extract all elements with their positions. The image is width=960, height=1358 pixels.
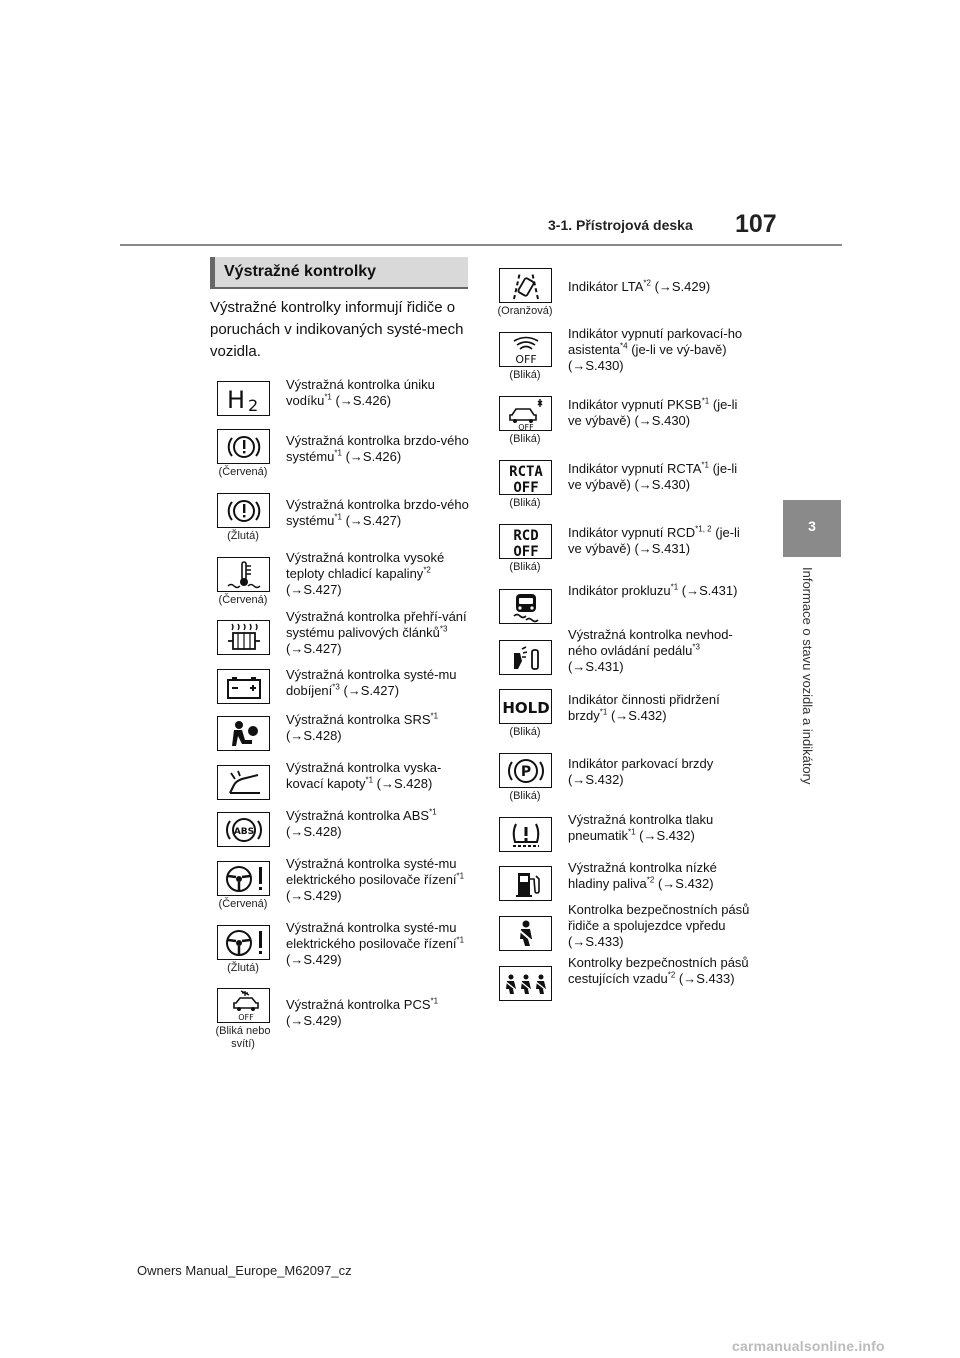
icon-caption: (Bliká)	[509, 726, 541, 738]
item-description: Výstražná kontrolka SRS$^{*1}$ (→S.428)	[286, 711, 439, 743]
seatbelt-rear-icon	[499, 966, 552, 1001]
item-description: Indikátor vypnutí parkovací-ho asistenta$^{*4}$ (je-li ve vý-bavě) (→S.430)	[568, 326, 743, 373]
item-description: Výstražná kontrolka PCS$^{*1}$ (→S.429)	[286, 996, 439, 1028]
icon-caption: (Bliká)	[509, 790, 541, 802]
item-description: Výstražná kontrolka systé-mu dobíjení$^{*3}$ (→S.427)	[286, 667, 457, 698]
fuel-cell-overheat-icon	[217, 620, 270, 655]
item-description: Výstražná kontrolka ABS$^{*1}$ (→S.428)	[286, 807, 437, 839]
svg-text:RCD: RCD	[512, 527, 539, 544]
seatbelt-front-icon	[499, 916, 552, 951]
coolant-temperature-icon	[217, 557, 270, 592]
svg-text:2: 2	[247, 395, 258, 414]
icon-caption: (Oranžová)	[497, 305, 553, 317]
item-description: Kontrolky bezpečnostních pásů cestujících vzadu$^{*2}$ (→S.433)	[568, 955, 749, 986]
item-description: Výstražná kontrolka brzdo-vého systému$^{*1}$ (→S.427)	[286, 497, 469, 528]
parking-assist-off-icon	[499, 332, 552, 367]
item-description: Indikátor vypnutí RCTA$^{*1}$ (je-li ve výbavě) (→S.430)	[568, 460, 738, 492]
svg-text:HOLD: HOLD	[501, 698, 550, 717]
item-description: Výstražná kontrolka vyska-kovací kapoty$^{*1}$ (→S.428)	[286, 760, 442, 791]
item-description: Výstražná kontrolka systé-mu elektrického posilovače řízení$^{*1}$ (→S.429)	[286, 920, 465, 967]
svg-text:OFF: OFF	[514, 352, 537, 366]
item-description: Indikátor vypnutí PKSB$^{*1}$ (je-li ve výbavě) (→S.430)	[568, 396, 738, 428]
item-description: Výstražná kontrolka vysoké teploty chladicí kapaliny$^{*2}$ (→S.427)	[286, 550, 445, 597]
brake-hold-icon	[499, 689, 552, 724]
svg-text:RCTA: RCTA	[508, 463, 543, 480]
battery-charging-icon	[217, 669, 270, 704]
item-description: Indikátor činnosti přidržení brzdy$^{*1}$ (→S.432)	[568, 692, 720, 723]
icon-caption: (Bliká)	[509, 369, 541, 381]
hydrogen-leak-icon	[217, 381, 270, 416]
icon-caption: (Červená)	[218, 594, 268, 606]
brake-system-icon	[217, 429, 270, 464]
lta-icon	[499, 268, 552, 303]
item-description: Indikátor parkovací brzdy (→S.432)	[568, 756, 714, 787]
svg-text:OFF: OFF	[512, 543, 539, 559]
svg-text:OFF: OFF	[512, 479, 539, 495]
brake-system-icon	[217, 493, 270, 528]
pop-up-hood-icon	[217, 765, 270, 800]
svg-text:P: P	[520, 763, 531, 780]
srs-airbag-icon	[217, 716, 270, 751]
svg-text:ABS: ABS	[233, 826, 254, 837]
footer-manual-id: Owners Manual_Europe_M62097_cz	[137, 1263, 352, 1278]
power-steering-icon	[217, 925, 270, 960]
item-description: Indikátor prokluzu$^{*1}$ (→S.431)	[568, 582, 738, 598]
abs-icon	[217, 812, 270, 847]
item-description: Indikátor vypnutí RCD$^{*1, 2}$ (je-li ve výbavě) (→S.431)	[568, 524, 740, 556]
icon-caption: (Žlutá)	[227, 962, 259, 974]
section-intro: Výstražné kontrolky informují řidiče o poruchách v indikovaných systé-mech vozidla.	[210, 299, 464, 360]
icon-caption: (Bliká)	[509, 433, 541, 445]
item-description: Kontrolka bezpečnostních pásů řidiče a spolujezdce vpředu (→S.433)	[568, 902, 750, 949]
section-breadcrumb: 3-1. Přístrojová deska	[548, 217, 693, 233]
icon-caption: (Žlutá)	[227, 530, 259, 542]
section-heading: Výstražné kontrolky	[210, 257, 468, 289]
pedal-misoperation-icon	[499, 640, 552, 675]
pcs-off-icon	[217, 988, 270, 1023]
item-description: Výstražná kontrolka tlaku pneumatik$^{*1}$ (→S.432)	[568, 812, 714, 843]
icon-caption: (Bliká nebo svítí)	[215, 1025, 271, 1050]
item-description: Výstražná kontrolka nevhod-ného ovládání pedálu$^{*3}$ (→S.431)	[568, 627, 733, 674]
item-description: Indikátor LTA$^{*2}$ (→S.429)	[568, 278, 711, 294]
icon-caption: (Bliká)	[509, 561, 541, 573]
chapter-tab	[783, 500, 841, 557]
low-fuel-icon	[499, 866, 552, 901]
rcta-off-icon	[499, 460, 552, 495]
page-number: 107	[735, 210, 777, 238]
svg-text:H: H	[226, 385, 245, 414]
tire-pressure-icon	[499, 817, 552, 852]
svg-text:OFF: OFF	[237, 1013, 254, 1022]
item-description: Výstražná kontrolka přehří-vání systému palivových článků$^{*3}$ (→S.427)	[286, 609, 467, 656]
icon-caption: (Červená)	[218, 466, 268, 478]
icon-caption: (Červená)	[218, 898, 268, 910]
chapter-number: 3	[808, 518, 816, 534]
slip-indicator-icon	[499, 589, 552, 624]
chapter-title-vertical: Informace o stavu vozidla a indikátory	[800, 567, 815, 785]
power-steering-icon	[217, 861, 270, 896]
pksb-off-icon	[499, 396, 552, 431]
watermark: carmanualsonline.info	[732, 1338, 885, 1354]
item-description: Výstražná kontrolka úniku vodíku$^{*1}$ (→S.426)	[286, 377, 435, 408]
header-divider	[120, 244, 842, 246]
parking-brake-icon	[499, 753, 552, 788]
item-description: Výstražná kontrolka nízké hladiny paliva$^{*2}$ (→S.432)	[568, 860, 717, 891]
item-description: Výstražná kontrolka systé-mu elektrického posilovače řízení$^{*1}$ (→S.429)	[286, 856, 465, 903]
rcd-off-icon	[499, 524, 552, 559]
svg-text:OFF: OFF	[517, 422, 534, 431]
icon-caption: (Bliká)	[509, 497, 541, 509]
item-description: Výstražná kontrolka brzdo-vého systému$^{*1}$ (→S.426)	[286, 433, 469, 464]
